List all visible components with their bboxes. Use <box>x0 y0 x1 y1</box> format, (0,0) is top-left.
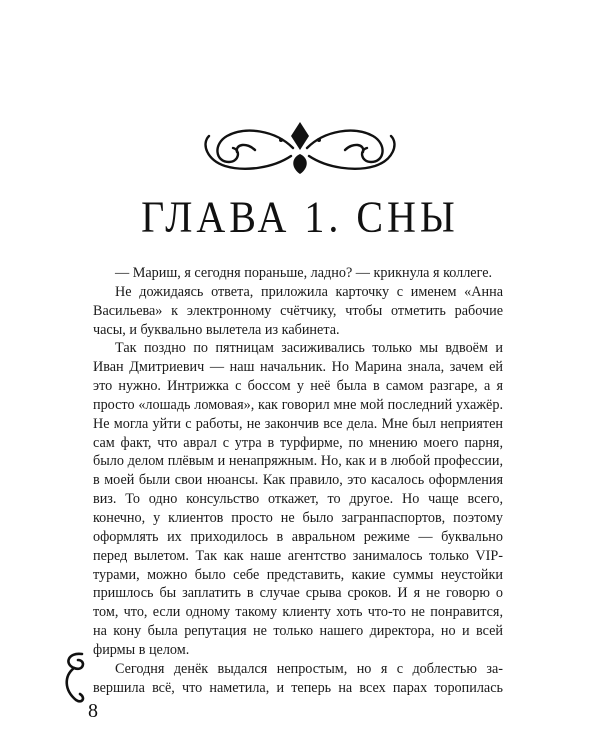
chapter-ornament <box>195 118 405 178</box>
paragraph: Не дожидаясь ответа, приложила карточку с именем «Анна Васильева» к электронному счётчику, чтобы отметить рабочие часы, и буквально вылетела из кабинета. <box>93 283 503 338</box>
paragraph: — Мариш, я сегодня пораньше, ладно? — крикнула я коллеге. <box>115 265 493 281</box>
chapter-title: ГЛАВА 1. СНЫ <box>141 191 459 242</box>
paragraph: Сегодня денёк выдался непростым, но я с доблестью завершила всё, что наметила, и теперь на всех парах торопилась <box>93 660 503 696</box>
body-text <box>93 264 503 697</box>
page-flourish <box>60 650 90 705</box>
page-number: 8 <box>88 700 98 722</box>
paragraph: Так поздно по пятницам засиживались только мы вдвоём и Иван Дмитриевич — наш начальник. Но Марина знала, зачем ей это нужно. Интрижка с боссом у неё была в самом разгаре, а я просто «лошадь ломовая», как говорил мне мой последний ухажёр. Не могла уйти с работы, не закончив все дела. Мне был неприятен сам факт, что аврал с утра в турфирме, по мнению моего парня, было делом плёвым и ненапряжным. Но, как и в любой профессии, в моей были свои нюансы. Как правило, это касалось оформления виз. То одно консульство откажет, то другое. Но чаще всего, конечно, у клиентов просто не было загранпаспортов, поэтому оформлять их приходилось в авральном режиме — буквально перед вылетом. Так как наше агентство занималось только VIP-турами, можно было себе представить, какие суммы неустойки пришлось бы заплатить в случае срыва сроков. И я не говорю о том, что, если одному такому клиенту хоть что-то не понравится, на кону была репутация не только нашего директора, но и всей фирмы в целом. <box>93 340 503 658</box>
